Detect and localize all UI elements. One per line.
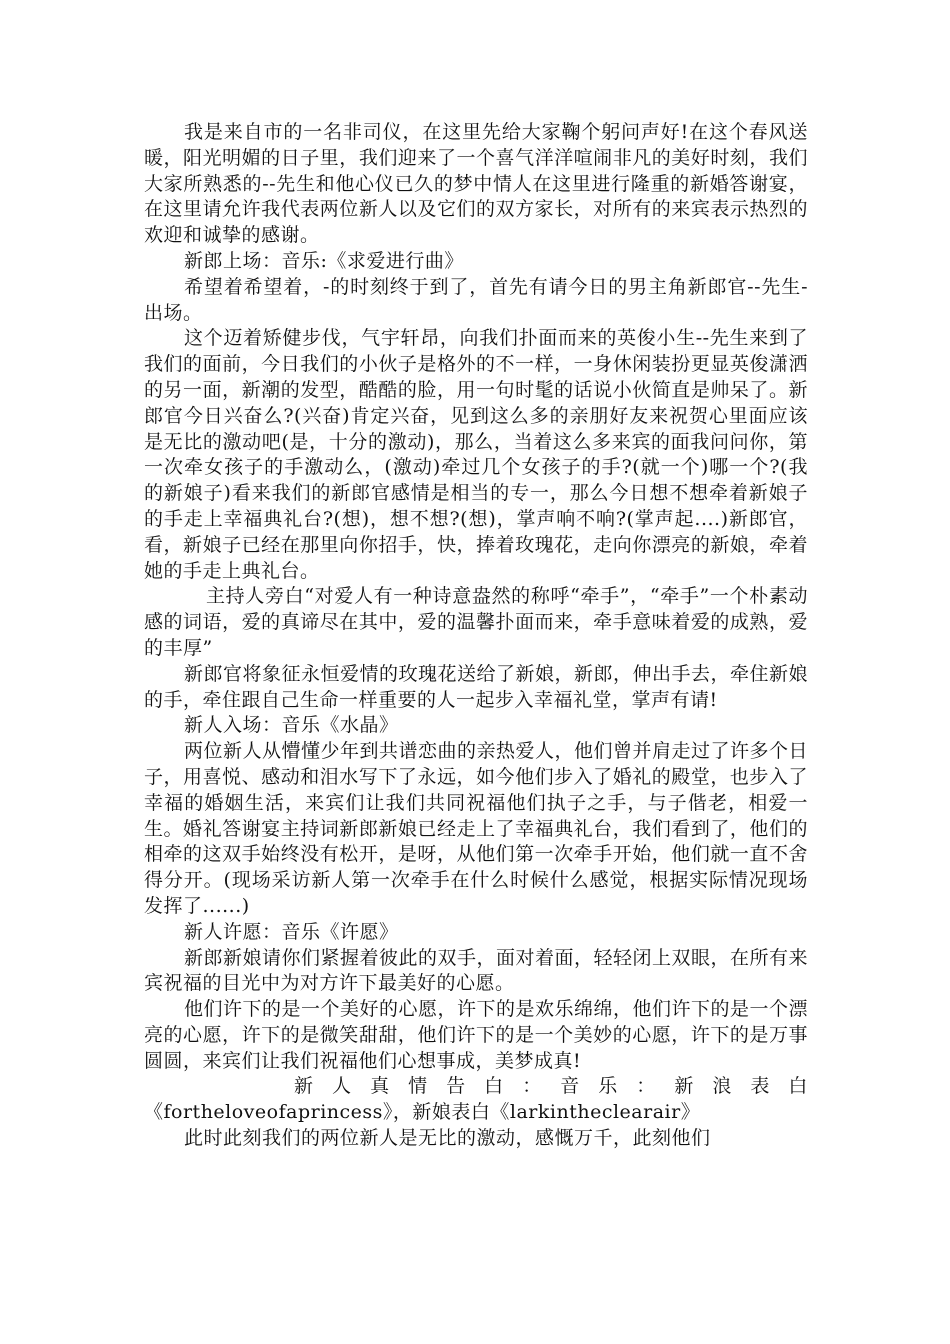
section-heading-couple-entrance: 新人入场：音乐《水晶》 — [184, 714, 399, 737]
spread-char: 浪 — [712, 1075, 732, 1098]
section-heading-wish: 新人许愿：音乐《许愿》 — [184, 920, 399, 943]
spread-char: 真 — [370, 1075, 390, 1098]
spread-char: 音 — [560, 1075, 580, 1098]
paragraph-host-aside: 主持人旁白“对爱人有一种诗意盎然的称呼“牵手”，“牵手”一个朴素动感的词语，爱的真谛尽在其中，爱的温馨扑面而来，牵手意味着爱的成熟，爱的丰厚” — [144, 585, 808, 659]
spread-char: 新 — [674, 1075, 694, 1098]
confession-music-titles: 《fortheloveofaprincess》，新娘表白《larkintheclearair》 — [144, 1101, 701, 1124]
spread-char: 白 — [484, 1075, 504, 1098]
paragraph-couple-story: 两位新人从懵懂少年到共谱恋曲的亲热爱人，他们曾并肩走过了许多个日子，用喜悦、感动和泪水写下了永远，如今他们步入了婚礼的殿堂，也步入了幸福的婚姻生活，来宾们让我们共同祝福他们执子之手，与子偕老，相爱一生。婚礼答谢宴主持词新郎新娘已经走上了幸福典礼台，我们看到了，他们的相牵的这双手始终没有松开，是呀，从他们第一次牵手开始，他们就一直不舍得分开。(现场采访新人第一次牵手在什么时候什么感觉，根据实际情况现场发挥了......) — [144, 740, 809, 917]
paragraph-wish-instruction: 新郎新娘请你们紧握着彼此的双手，面对着面，轻轻闭上双眼，在所有来宾祝福的目光中为对方许下最美好的心愿。 — [144, 946, 809, 995]
spread-char: 新 — [294, 1075, 314, 1098]
paragraph-opening: 我是来自市的一名非司仪，在这里先给大家鞠个躬问声好!在这个春风送暖，阳光明媚的日子里，我们迎来了一个喜气洋洋喧闹非凡的美好时刻，我们大家所熟悉的--先生和他心仪已久的梦中情人在这里进行隆重的新婚答谢宴，在这里请允许我代表两位新人以及它们的双方家长，对所有的来宾表示热烈的欢迎和诚挚的感谢。 — [144, 121, 808, 247]
section-heading-groom-entrance: 新郎上场：音乐:《求爱进行曲》 — [184, 249, 464, 272]
spread-char: ： — [522, 1075, 542, 1098]
spread-char: 告 — [446, 1075, 466, 1098]
spread-char: 白 — [788, 1075, 808, 1098]
paragraph-groom-call: 希望着希望着，-的时刻终于到了，首先有请今日的男主角新郎官--先生-出场。 — [144, 275, 808, 324]
paragraph-groom-interview: 这个迈着矫健步伐，气宇轩昂，向我们扑面而来的英俊小生--先生来到了我们的面前，今日我们的小伙子是格外的不一样，一身休闲装扮更显英俊潇洒的另一面，新潮的发型，酷酷的脸，用一句时髦的话说小伙简直是帅呆了。新郎官今日兴奋么?(兴奋)肯定兴奋，见到这么多的亲朋好友来祝贺心里面应该是无比的激动吧(是，十分的激动)，那么，当着这么多来宾的面我问问你，第一次牵女孩子的手激动么，(激动)牵过几个女孩子的手?(就一个)哪一个?(我的新娘子)看来我们的新郎官感情是相当的专一，那么今日想不想牵着新娘子的手走上幸福典礼台?(想)，想不想?(想)，掌声响不响?(掌声起....)新郎官，看，新娘子已经在那里向你招手，快，捧着玫瑰花，走向你漂亮的新娘，牵着她的手走上典礼台。 — [144, 327, 808, 582]
spread-char: 表 — [750, 1075, 770, 1098]
paragraph-closing-partial: 此时此刻我们的两位新人是无比的激动，感慨万千，此刻他们 — [184, 1127, 711, 1150]
paragraph-rose-gift: 新郎官将象征永恒爱情的玫瑰花送给了新娘，新郎，伸出手去，牵住新娘的手，牵住跟自己生命一样重要的人一起步入幸福礼堂，掌声有请! — [144, 662, 809, 711]
spread-char: 乐 — [598, 1075, 618, 1098]
section-heading-confession — [144, 1074, 808, 1100]
spread-char: 人 — [332, 1075, 352, 1098]
spread-char: ： — [636, 1075, 656, 1098]
document-body — [144, 120, 808, 1152]
paragraph-wish-blessing: 他们许下的是一个美好的心愿，许下的是欢乐绵绵，他们许下的是一个漂亮的心愿，许下的是微笑甜甜，他们许下的是一个美妙的心愿，许下的是万事圆圆，来宾们让我们祝福他们心想事成，美梦成真! — [144, 998, 809, 1072]
spread-char: 情 — [408, 1075, 428, 1098]
